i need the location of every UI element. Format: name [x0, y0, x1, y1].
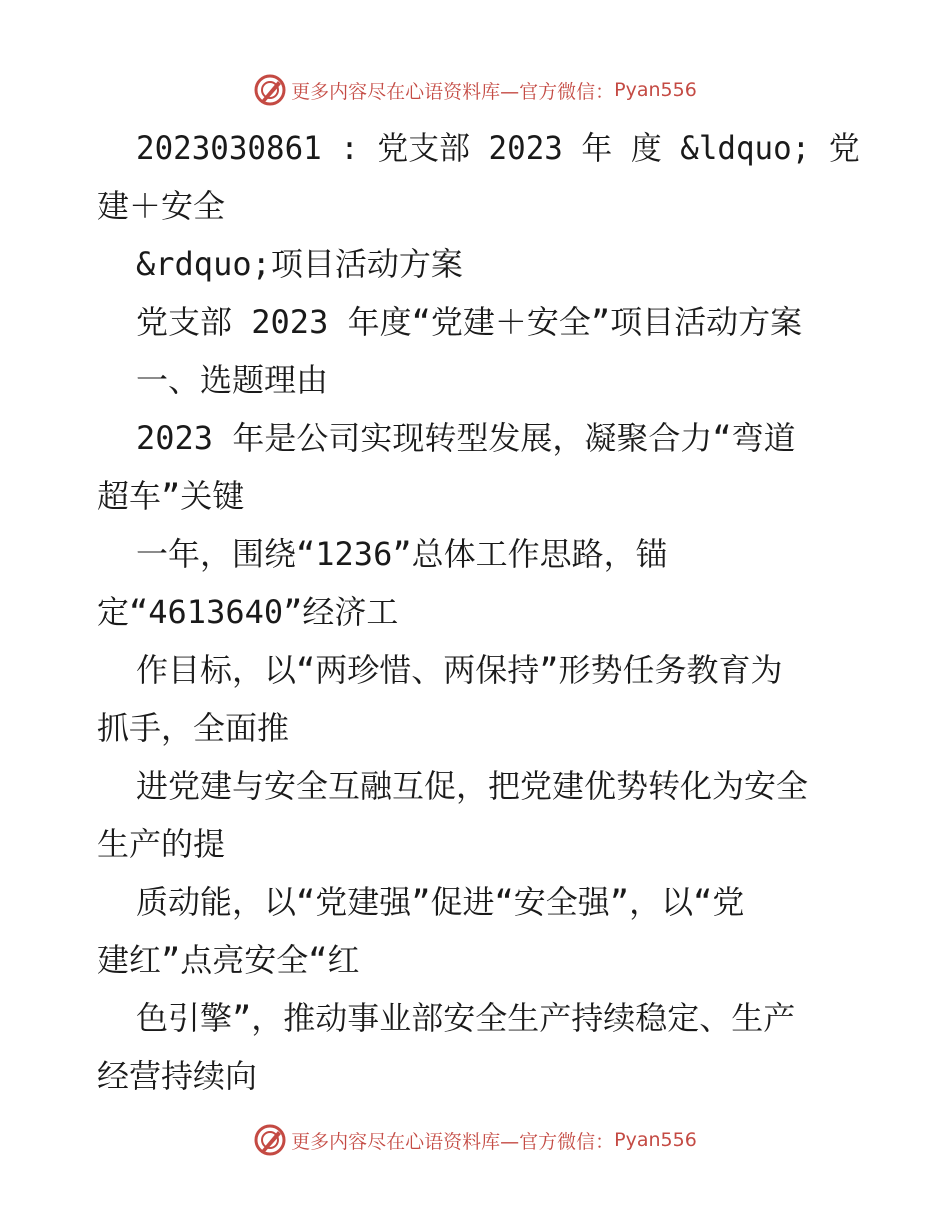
text-line: 作目标，以“两珍惜、两保持”形势任务教育为 [136, 651, 783, 689]
text-line: 建红”点亮安全“红 [97, 941, 360, 979]
text-line: 一年，围绕“1236”总体工作思路，锚 [136, 535, 668, 573]
text-line: 定“4613640”经济工 [97, 593, 399, 631]
banner-handle: Pyan556 [614, 1129, 697, 1151]
header-watermark-banner [0, 70, 950, 110]
text-line: &rdquo;项目活动方案 [136, 245, 463, 283]
section-heading: 一、选题理由 [136, 361, 329, 399]
banner-text: 更多内容尽在心语资料库—官方微信： [291, 1130, 615, 1153]
text-line: 超车”关键 [97, 477, 245, 515]
text-line: 2023 年是公司实现转型发展，凝聚合力“弯道 [136, 419, 796, 457]
text-line: 进党建与安全互融互促，把党建优势转化为安全 [136, 767, 809, 805]
text-line: 色引擎”，推动事业部安全生产持续稳定、生产 [136, 999, 796, 1037]
footer-watermark-banner [0, 1120, 950, 1160]
text-line: 抓手，全面推 [97, 709, 290, 747]
text-line: 生产的提 [97, 825, 226, 863]
text-line: 经营持续向 [97, 1057, 258, 1095]
banner-text: 更多内容尽在心语资料库—官方微信： [291, 80, 615, 103]
doc-title: 党支部 2023 年度“党建＋安全”项目活动方案 [136, 303, 803, 341]
pen-logo-icon [253, 73, 287, 107]
text-line: 质动能，以“党建强”促进“安全强”，以“党 [136, 883, 745, 921]
text-line: 2023030861 : 党支部 2023 年 度 &ldquo; 党 [136, 129, 860, 167]
text-line: 建＋安全 [97, 187, 226, 225]
banner-handle: Pyan556 [614, 79, 697, 101]
pen-logo-icon [253, 1123, 287, 1157]
